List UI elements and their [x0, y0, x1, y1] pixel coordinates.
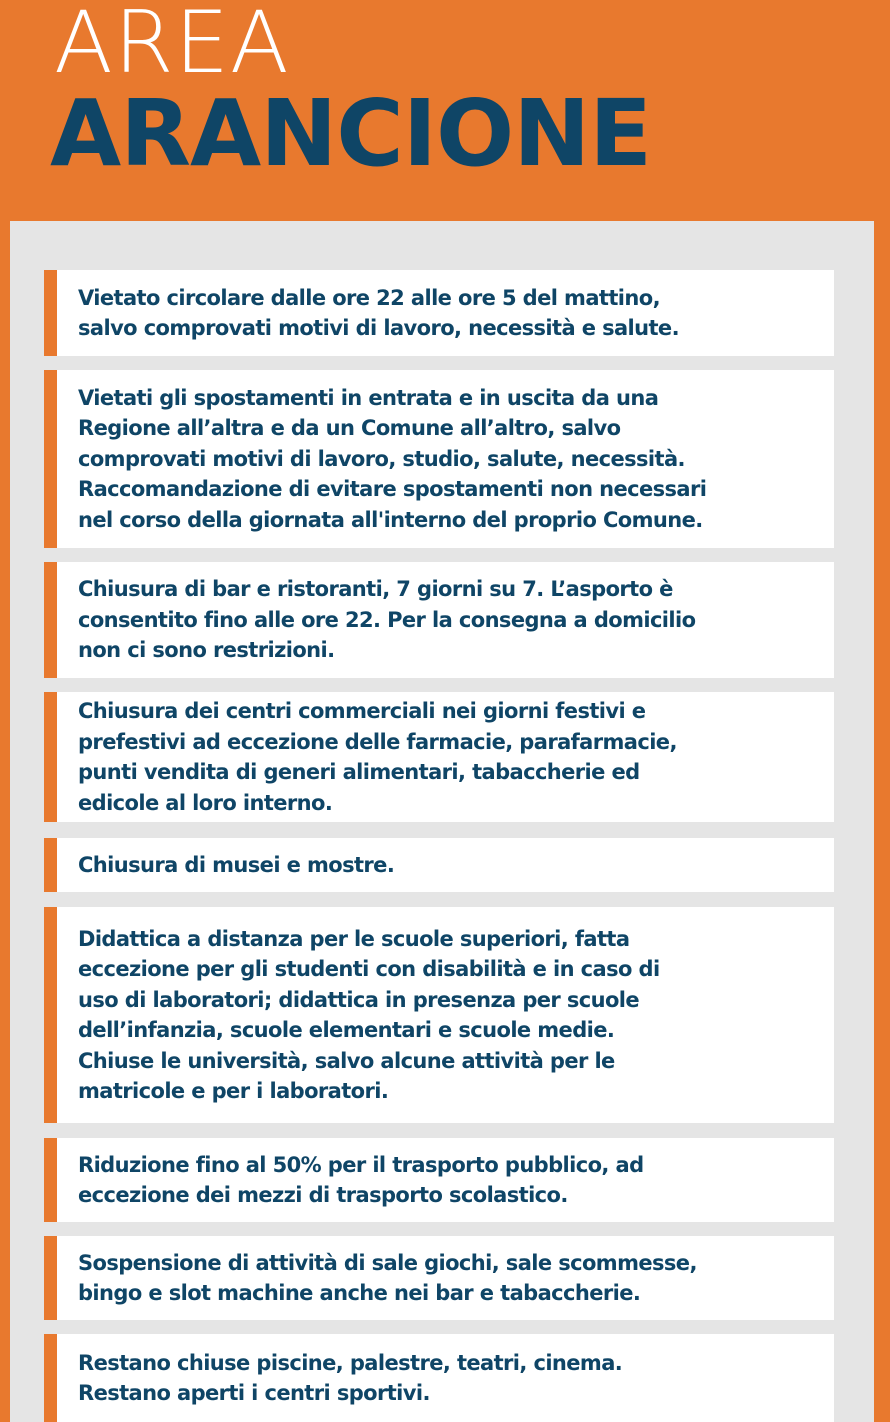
title-area: AREA	[54, 0, 290, 93]
rule-card-curfew	[44, 270, 834, 356]
rule-card-schools	[44, 907, 834, 1123]
rule-text: Vietato circolare dalle ore 22 alle ore 5 del mattino, salvo comprovati motivi di lavoro, necessità e salute.	[78, 285, 679, 340]
rule-card-sports	[44, 1334, 834, 1422]
header	[0, 0, 890, 220]
rule-card-gaming	[44, 1236, 834, 1320]
rule-text: Chiusura di bar e ristoranti, 7 giorni su 7. L’asporto è consentito fino alle ore 22. Per la consegna a domicilio non ci sono restrizioni.	[78, 577, 696, 663]
rule-text: Didattica a distanza per le scuole superiori, fatta eccezione per gli studenti con disabilità e in caso di uso di laboratori; didattica in presenza per scuole dell’infanzia, scuole elementari e scuole medie. Chiuse le università, salvo alcune attività per le matricole e per i laboratori.	[78, 926, 660, 1103]
rule-text: Riduzione fino al 50% per il trasporto pubblico, ad eccezione dei mezzi di trasporto scolastico.	[78, 1152, 644, 1207]
rule-card-travel	[44, 370, 834, 548]
rule-card-museums	[44, 838, 834, 892]
rule-text: Chiusura di musei e mostre.	[78, 852, 395, 877]
rule-text: Sospensione di attività di sale giochi, sale scommesse, bingo e slot machine anche nei bar e tabaccherie.	[78, 1250, 697, 1305]
rule-text: Chiusura dei centri commerciali nei giorni festivi e prefestivi ad eccezione delle farmacie, parafarmacie, punti vendita di generi alimentari, tabaccherie ed edicole al loro interno.	[78, 699, 677, 815]
rule-text: Restano chiuse piscine, palestre, teatri, cinema. Restano aperti i centri sportivi.	[78, 1350, 623, 1405]
rule-card-public-transport	[44, 1138, 834, 1222]
rule-card-shopping-centers	[44, 692, 834, 822]
rule-text: Vietati gli spostamenti in entrata e in uscita da una Regione all’altra e da un Comune all’altro, salvo comprovati motivi di lavoro, studio, salute, necessità. Raccomandazione di evitare spostamenti non necessari nel corso della giornata all'interno del proprio Comune.	[78, 385, 707, 532]
title-arancione: ARANCIONE	[50, 80, 652, 187]
rule-card-bars-restaurants	[44, 562, 834, 678]
